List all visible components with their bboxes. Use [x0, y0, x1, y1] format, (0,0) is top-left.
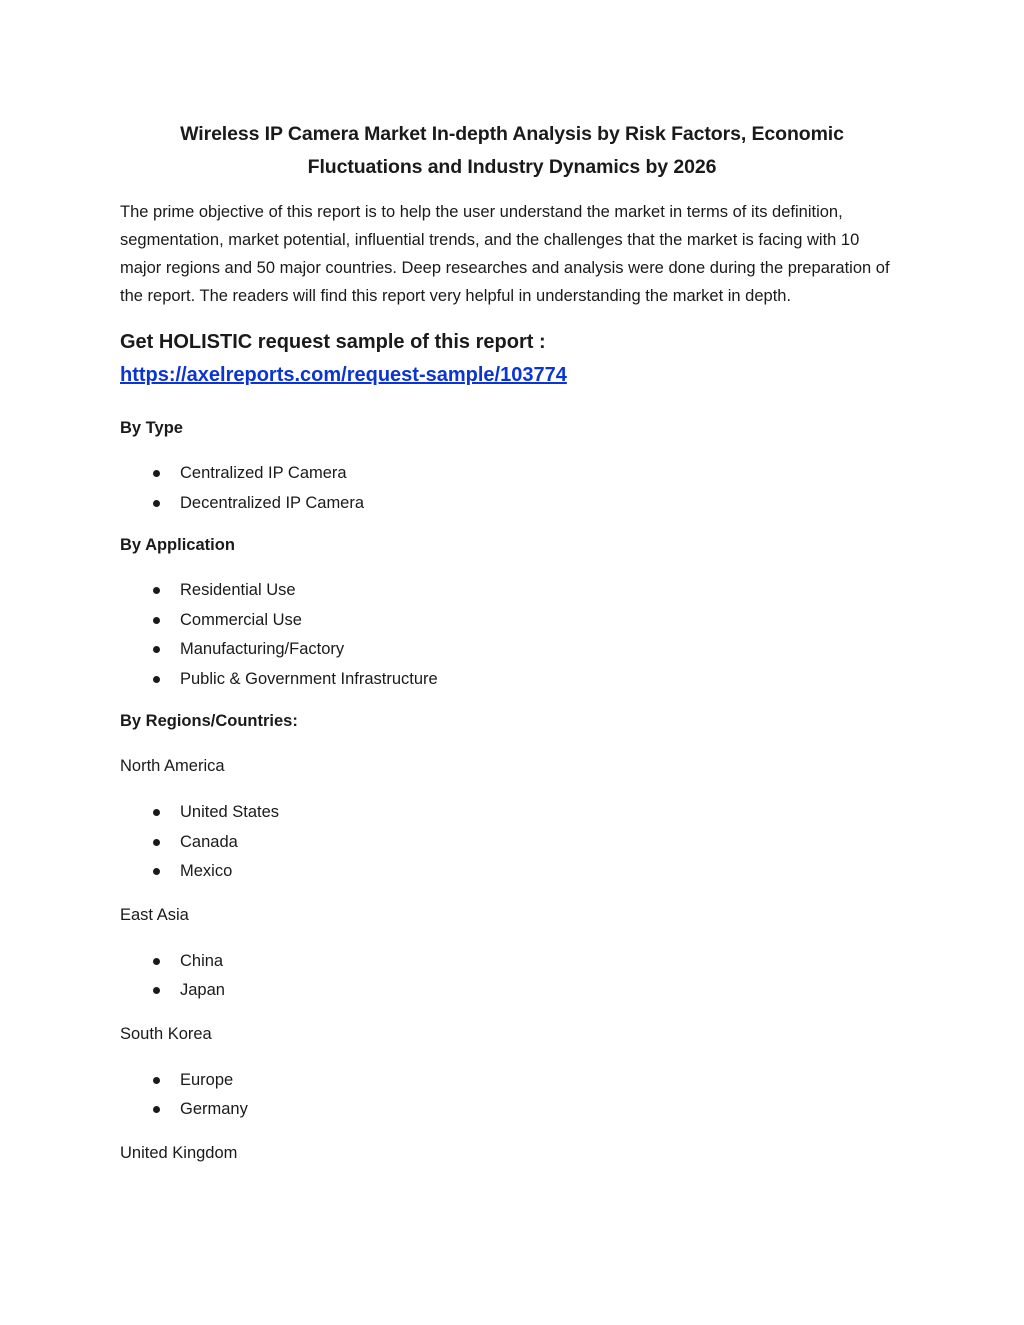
intro-paragraph: The prime objective of this report is to help the user understand the market in terms of its definition, segmentation, market potential, influential trends, and the challenges that the market is facing with 10 major regions and 50 major countries. Deep researches and analysis were done during the preparation of the report. The readers will find this report very helpful in understanding the market in depth.: [120, 203, 890, 305]
by-type-heading: By Type: [120, 419, 183, 437]
list-item-text: Manufacturing/Factory: [180, 640, 345, 658]
list-item: [120, 1095, 904, 1125]
east-asia-list: [120, 947, 904, 1006]
list-item: [120, 1066, 904, 1096]
bullet-icon: [153, 987, 160, 994]
region-east-asia: East Asia: [120, 905, 189, 924]
list-item: [120, 947, 904, 977]
list-item: [120, 665, 904, 695]
bullet-icon: [153, 500, 160, 507]
list-item: [120, 828, 904, 858]
region-south-korea: South Korea: [120, 1024, 212, 1043]
by-application-heading: By Application: [120, 536, 235, 554]
bullet-icon: [153, 839, 160, 846]
list-item-text: Germany: [180, 1100, 248, 1118]
by-regions-heading: By Regions/Countries:: [120, 712, 298, 730]
by-application-list: [120, 576, 904, 694]
bullet-icon: [153, 1106, 160, 1113]
sample-request-heading: [120, 326, 904, 392]
list-item: [120, 976, 904, 1006]
north-america-list: [120, 798, 904, 887]
region-north-america: North America: [120, 757, 225, 775]
list-item-text: Commercial Use: [180, 610, 302, 629]
by-type-list: [120, 459, 904, 518]
bullet-icon: [153, 470, 160, 477]
list-item: [120, 576, 904, 606]
bullet-icon: [153, 1077, 160, 1084]
region-united-kingdom: United Kingdom: [120, 1143, 238, 1162]
title-line-1: Wireless IP Camera Market In-depth Analysis by Risk Factors, Economic: [180, 123, 844, 145]
bullet-icon: [153, 809, 160, 816]
sample-request-link[interactable]: https://axelreports.com/request-sample/103774: [120, 364, 567, 386]
document-title: [120, 118, 904, 184]
document-page: [120, 118, 904, 1165]
list-item-text: China: [180, 951, 224, 970]
list-item: [120, 857, 904, 887]
list-item-text: Decentralized IP Camera: [180, 493, 365, 512]
title-line-2: Fluctuations and Industry Dynamics by 2026: [307, 156, 717, 178]
bullet-icon: [153, 617, 160, 624]
bullet-icon: [153, 646, 160, 653]
list-item-text: Public & Government Infrastructure: [180, 669, 438, 688]
list-item-text: United States: [180, 803, 280, 821]
bullet-icon: [153, 958, 160, 965]
list-item: [120, 635, 904, 665]
list-item-text: Europe: [180, 1070, 234, 1089]
list-item: [120, 459, 904, 489]
sample-heading-text: Get HOLISTIC request sample of this report :: [120, 331, 546, 353]
list-item: [120, 798, 904, 828]
list-item-text: Mexico: [180, 862, 233, 880]
bullet-icon: [153, 676, 160, 683]
bullet-icon: [153, 868, 160, 875]
list-item-text: Japan: [180, 981, 225, 999]
list-item: [120, 606, 904, 636]
bullet-icon: [153, 587, 160, 594]
list-item-text: Residential Use: [180, 581, 296, 599]
list-item-text: Canada: [180, 832, 238, 851]
list-item: [120, 489, 904, 519]
south-korea-list: [120, 1066, 904, 1125]
list-item-text: Centralized IP Camera: [180, 464, 347, 482]
